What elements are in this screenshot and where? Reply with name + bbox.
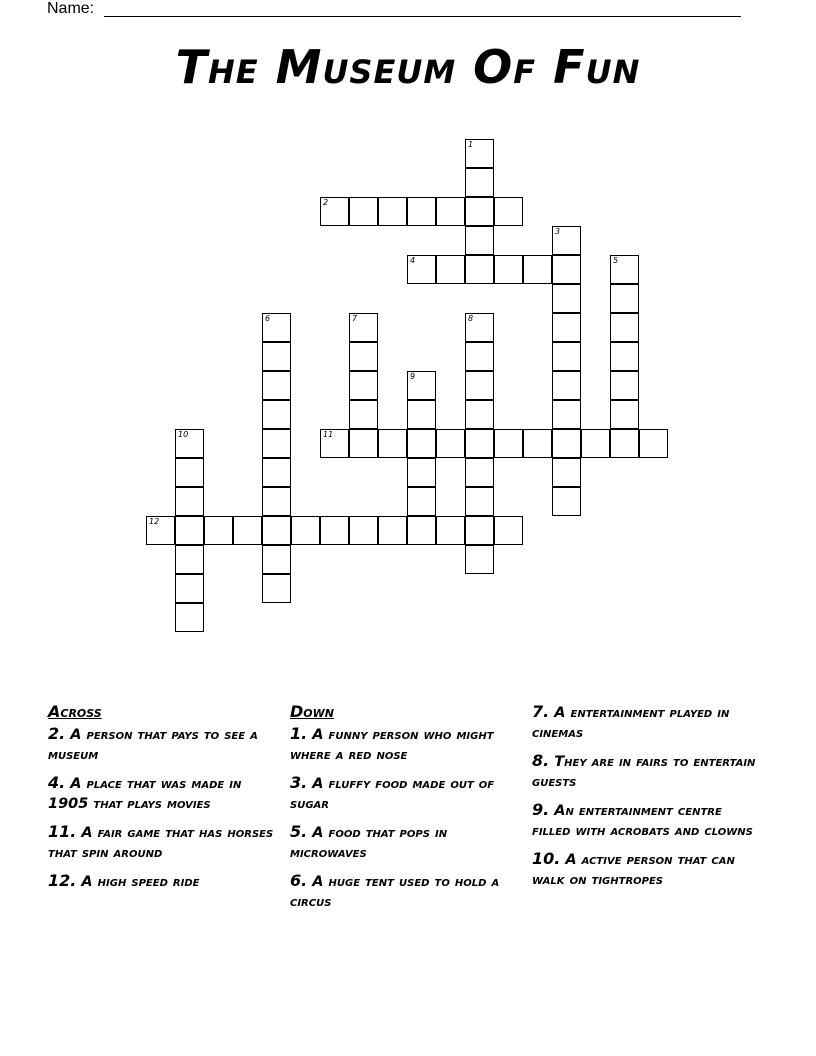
clue-item — [290, 871, 520, 912]
grid-cell[interactable] — [262, 458, 291, 487]
grid-cell[interactable] — [349, 400, 378, 429]
grid-cell[interactable] — [465, 255, 494, 284]
across-clues — [48, 702, 278, 900]
cell-number: 7 — [352, 314, 358, 323]
grid-cell[interactable] — [175, 458, 204, 487]
clue-number: 4. — [48, 773, 66, 792]
grid-cell[interactable] — [523, 429, 552, 458]
down-clue-list — [290, 724, 520, 912]
clue-text: They are in fairs to entertain guests — [532, 754, 756, 790]
grid-cell[interactable] — [552, 255, 581, 284]
across-heading: Across — [48, 702, 102, 721]
grid-cell[interactable] — [349, 342, 378, 371]
grid-cell[interactable] — [407, 429, 436, 458]
grid-cell[interactable] — [610, 400, 639, 429]
grid-cell[interactable] — [436, 516, 465, 545]
clue-number: 7. — [532, 702, 550, 721]
grid-cell[interactable] — [465, 429, 494, 458]
grid-cell[interactable] — [610, 429, 639, 458]
cell-number: 11 — [323, 430, 334, 439]
grid-cell[interactable] — [262, 342, 291, 371]
clue-number: 8. — [532, 751, 550, 770]
clue-item — [48, 724, 278, 765]
grid-cell[interactable] — [465, 226, 494, 255]
clue-number: 3. — [290, 773, 308, 792]
clue-number: 2. — [48, 724, 66, 743]
grid-cell[interactable] — [465, 516, 494, 545]
grid-cell[interactable] — [262, 313, 291, 342]
grid-cell[interactable] — [407, 255, 436, 284]
grid-cell[interactable] — [262, 574, 291, 603]
down-clue-list-continued — [532, 702, 762, 890]
grid-cell[interactable] — [320, 516, 349, 545]
grid-cell[interactable] — [465, 197, 494, 226]
down-clues — [290, 702, 520, 920]
grid-cell[interactable] — [407, 458, 436, 487]
grid-cell[interactable] — [349, 313, 378, 342]
grid-cell[interactable] — [175, 516, 204, 545]
grid-cell[interactable] — [262, 516, 291, 545]
grid-cell[interactable] — [465, 487, 494, 516]
grid-cell[interactable] — [262, 487, 291, 516]
grid-cell[interactable] — [175, 429, 204, 458]
cell-number: 3 — [555, 227, 561, 236]
cell-number: 8 — [468, 314, 474, 323]
clue-number: 5. — [290, 822, 308, 841]
grid-cell[interactable] — [465, 342, 494, 371]
cell-number: 9 — [410, 372, 416, 381]
grid-cell[interactable] — [349, 371, 378, 400]
clue-number: 10. — [532, 849, 561, 868]
grid-cell[interactable] — [639, 429, 668, 458]
grid-cell[interactable] — [291, 516, 320, 545]
grid-cell[interactable] — [552, 226, 581, 255]
grid-cell[interactable] — [610, 255, 639, 284]
grid-cell[interactable] — [552, 371, 581, 400]
clue-item — [532, 751, 762, 792]
grid-cell[interactable] — [378, 197, 407, 226]
clue-text: A huge tent used to hold a circus — [290, 874, 500, 910]
grid-cell[interactable] — [494, 429, 523, 458]
grid-cell[interactable] — [436, 197, 465, 226]
clue-item — [532, 800, 762, 841]
clue-item — [290, 724, 520, 765]
page-title: The Museum Of Fun — [175, 40, 641, 94]
grid-cell[interactable] — [494, 516, 523, 545]
grid-cell[interactable] — [610, 342, 639, 371]
clue-item — [48, 871, 278, 892]
grid-cell[interactable] — [262, 400, 291, 429]
clue-text: An entertainment centre filled with acrobats and clowns — [532, 803, 753, 839]
grid-cell[interactable] — [552, 487, 581, 516]
grid-cell[interactable] — [407, 400, 436, 429]
grid-cell[interactable] — [262, 429, 291, 458]
cell-number: 5 — [613, 256, 619, 265]
across-clue-list — [48, 724, 278, 892]
clue-text: A food that pops in microwaves — [290, 825, 448, 861]
clue-item — [290, 773, 520, 814]
name-label: Name: — [47, 0, 95, 17]
clue-text: A fair game that has horses that spin around — [48, 825, 274, 861]
grid-cell[interactable] — [581, 429, 610, 458]
grid-cell[interactable] — [262, 545, 291, 574]
grid-cell[interactable] — [465, 400, 494, 429]
grid-cell[interactable] — [552, 342, 581, 371]
grid-cell[interactable] — [175, 487, 204, 516]
grid-cell[interactable] — [378, 429, 407, 458]
grid-cell[interactable] — [378, 516, 407, 545]
grid-cell[interactable] — [320, 197, 349, 226]
cell-number: 10 — [178, 430, 189, 439]
cell-number: 1 — [468, 140, 474, 149]
grid-cell[interactable] — [494, 197, 523, 226]
cell-number: 2 — [323, 198, 329, 207]
down-heading: Down — [290, 702, 334, 721]
grid-cell[interactable] — [204, 516, 233, 545]
grid-cell[interactable] — [436, 429, 465, 458]
grid-cell[interactable] — [610, 313, 639, 342]
grid-cell[interactable] — [610, 371, 639, 400]
clue-text: A fluffy food made out of sugar — [290, 776, 495, 812]
grid-cell[interactable] — [465, 168, 494, 197]
cell-number: 12 — [149, 517, 160, 526]
clue-number: 12. — [48, 871, 77, 890]
clue-item — [290, 822, 520, 863]
clue-text: A active person that can walk on tightropes — [532, 852, 735, 888]
clue-text: A high speed ride — [76, 874, 200, 890]
cell-number: 4 — [410, 256, 416, 265]
clue-item — [532, 702, 762, 743]
grid-cell[interactable] — [494, 255, 523, 284]
clue-item — [48, 822, 278, 863]
grid-cell[interactable] — [146, 516, 175, 545]
grid-cell[interactable] — [320, 429, 349, 458]
grid-cell[interactable] — [552, 429, 581, 458]
grid-cell[interactable] — [349, 516, 378, 545]
clue-number: 6. — [290, 871, 308, 890]
name-line[interactable] — [104, 16, 741, 17]
grid-cell[interactable] — [175, 574, 204, 603]
grid-cell[interactable] — [552, 400, 581, 429]
grid-cell[interactable] — [465, 545, 494, 574]
clue-item — [48, 773, 278, 814]
grid-cell[interactable] — [436, 255, 465, 284]
grid-cell[interactable] — [407, 371, 436, 400]
clue-number: 9. — [532, 800, 550, 819]
clue-text: A place that was made in 1905 that plays movies — [48, 776, 242, 812]
grid-cell[interactable] — [233, 516, 262, 545]
grid-cell[interactable] — [465, 313, 494, 342]
grid-cell[interactable] — [552, 458, 581, 487]
grid-cell[interactable] — [523, 255, 552, 284]
grid-cell[interactable] — [175, 545, 204, 574]
cell-number: 6 — [265, 314, 271, 323]
grid-cell[interactable] — [349, 429, 378, 458]
clue-number: 1. — [290, 724, 308, 743]
grid-cell[interactable] — [465, 458, 494, 487]
grid-cell[interactable] — [407, 516, 436, 545]
grid-cell[interactable] — [552, 284, 581, 313]
clue-number: 11. — [48, 822, 77, 841]
clue-text: A funny person who might where a red nose — [290, 727, 494, 763]
clue-text: A person that pays to see a museum — [48, 727, 258, 763]
clue-text: A entertainment played in cinemas — [532, 705, 730, 741]
grid-cell[interactable] — [262, 371, 291, 400]
grid-cell[interactable] — [465, 139, 494, 168]
clue-item — [532, 849, 762, 890]
grid-cell[interactable] — [407, 197, 436, 226]
grid-cell[interactable] — [465, 371, 494, 400]
grid-cell[interactable] — [175, 603, 204, 632]
grid-cell[interactable] — [552, 313, 581, 342]
grid-cell[interactable] — [610, 284, 639, 313]
grid-cell[interactable] — [407, 487, 436, 516]
grid-cell[interactable] — [349, 197, 378, 226]
down-clues-continued — [532, 702, 762, 898]
